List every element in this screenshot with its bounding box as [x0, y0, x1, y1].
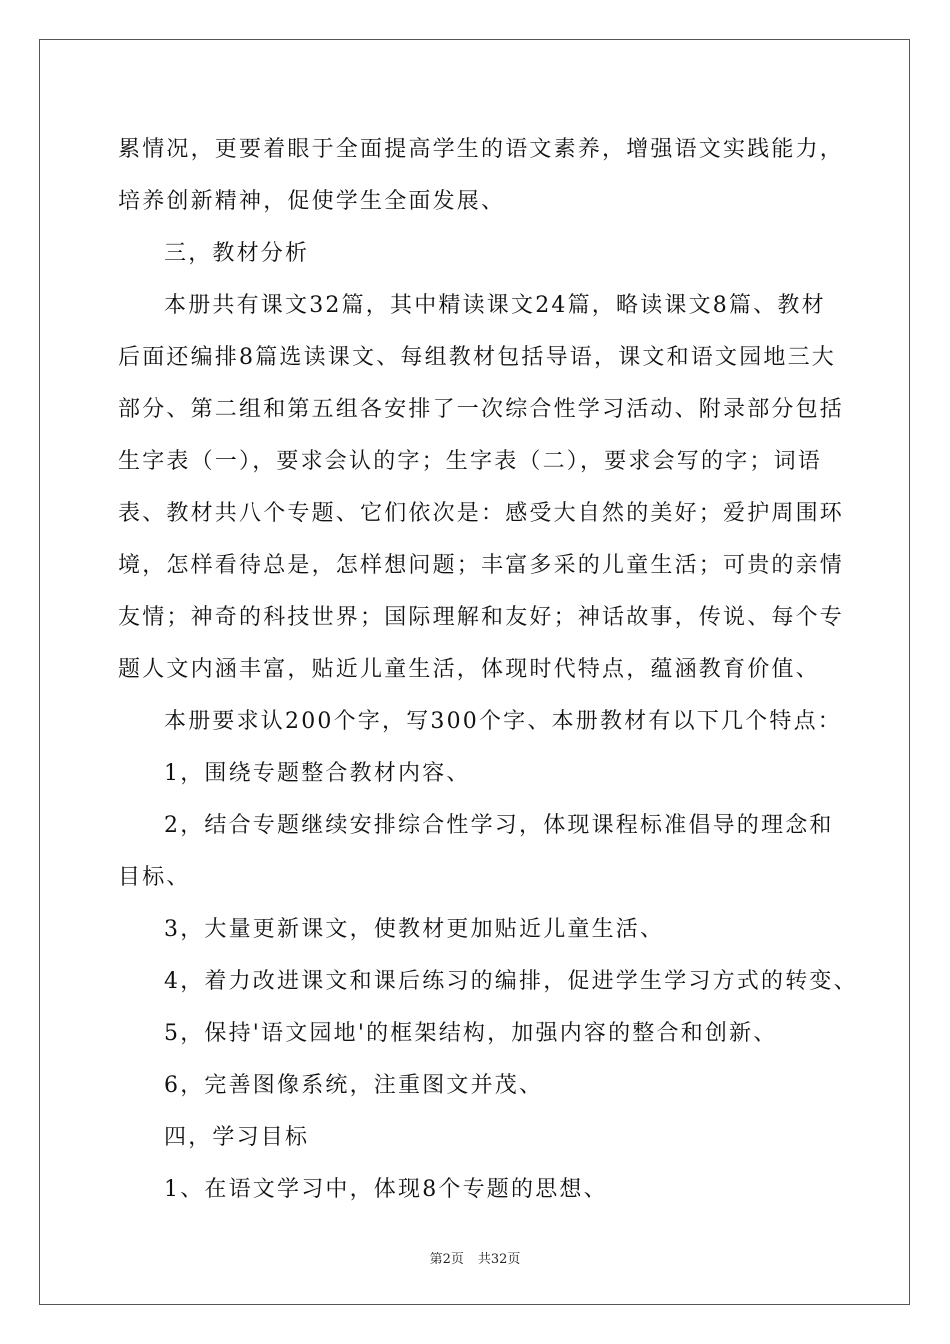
text-line: 生字表（一），要求会认的字；生字表（二），要求会写的字；词语 [118, 449, 823, 474]
text-line: 培养创新精神，促使学生全面发展、 [118, 189, 506, 214]
text-line: 4，着力改进课文和课后练习的编排，促进学生学习方式的转变、 [164, 969, 858, 994]
text-line: 境，怎样看待总是，怎样想问题；丰富多采的儿童生活；可贵的亲情 [118, 553, 845, 578]
text-line: 1，围绕专题整合教材内容、 [164, 761, 471, 786]
text-line: 四，学习目标 [164, 1125, 310, 1150]
text-line: 6，完善图像系统，注重图文并茂、 [164, 1073, 544, 1098]
page-total: 共32页 [477, 1252, 521, 1267]
text-line: 三，教材分析 [164, 241, 310, 266]
text-line: 目标、 [118, 865, 191, 890]
text-line: 累情况，更要着眼于全面提高学生的语文素养，增强语文实践能力， [118, 137, 845, 162]
document-body [118, 124, 858, 1216]
text-line: 表、教材共八个专题、它们依次是：感受大自然的美好；爱护周围环 [118, 501, 845, 526]
text-line: 1、在语文学习中，体现8个专题的思想、 [164, 1177, 608, 1202]
text-line: 5，保持'语文园地'的框架结构，加强内容的整合和创新、 [164, 1021, 778, 1046]
text-line: 后面还编排8篇选读课文、每组教材包括导语，课文和语文园地三大 [118, 345, 836, 370]
text-line: 本册要求认200个字，写300个字、本册教材有以下几个特点： [164, 709, 842, 734]
text-line: 友情；神奇的科技世界；国际理解和友好；神话故事，传说、每个专 [118, 605, 845, 630]
text-line: 2，结合专题继续安排综合性学习，体现课程标准倡导的理念和 [164, 813, 834, 838]
text-line: 本册共有课文32篇，其中精读课文24篇，略读课文8篇、教材 [164, 293, 826, 318]
page-number: 第2页 [429, 1252, 464, 1267]
text-line: 3，大量更新课文，使教材更加贴近儿童生活、 [164, 917, 665, 942]
text-line: 题人文内涵丰富，贴近儿童生活，体现时代特点，蕴涵教育价值、 [118, 657, 820, 682]
page-footer [0, 1248, 950, 1267]
text-line: 部分、第二组和第五组各安排了一次综合性学习活动、附录部分包括 [118, 397, 845, 422]
